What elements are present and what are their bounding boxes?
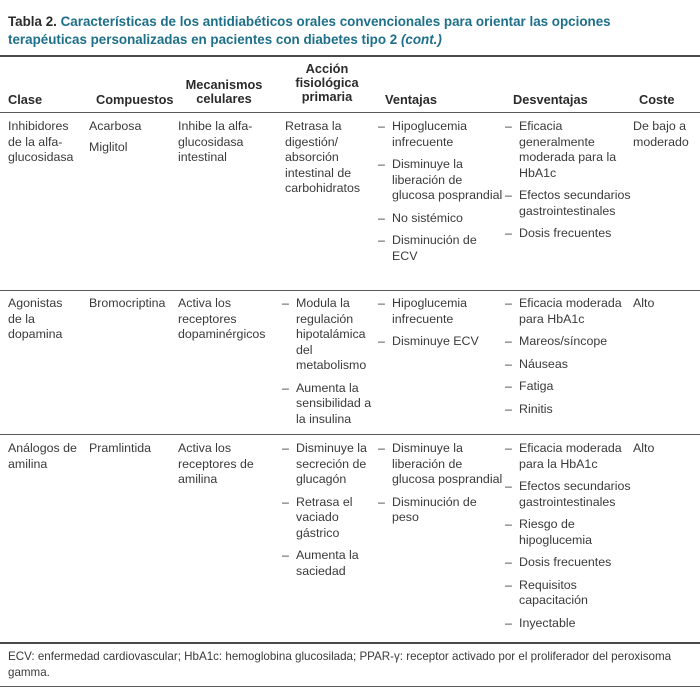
row3-ventajas bbox=[376, 441, 504, 533]
list-item: – Modula la regulación hipotalámica del metabolismo bbox=[280, 296, 378, 374]
row2-clase: Agonistas de la dopamina bbox=[8, 296, 63, 341]
list-item: – Efectos secundarios gastrointestinales bbox=[503, 188, 631, 219]
list-item: – Dosis frecuentes bbox=[503, 555, 631, 571]
row3-accion bbox=[280, 441, 378, 586]
row-divider-2 bbox=[0, 434, 700, 435]
row3-accion-list bbox=[280, 441, 378, 579]
list-item: – Disminuye ECV bbox=[376, 334, 504, 350]
row2-accion-list bbox=[280, 296, 378, 427]
header-rule bbox=[0, 112, 700, 113]
row2-desventajas bbox=[503, 296, 631, 424]
row2-ventajas bbox=[376, 296, 504, 357]
row2-mecanismos: Activa los receptores dopaminérgicos bbox=[178, 296, 266, 341]
row1-accion: Retrasa la digestión/ absorción intestinal de carbohidratos bbox=[285, 119, 361, 195]
top-rule bbox=[0, 55, 700, 57]
row2-coste: Alto bbox=[633, 296, 655, 310]
row3-desventajas-list bbox=[503, 441, 631, 631]
row3-clase: Análogos de amilina bbox=[8, 441, 77, 471]
list-item: – Disminuye la secreción de glucagón bbox=[280, 441, 378, 488]
list-item: – Disminución de ECV bbox=[376, 233, 504, 264]
row3-ventajas-list bbox=[376, 441, 504, 526]
list-item: – Dosis frecuentes bbox=[503, 226, 631, 242]
list-item: – Disminuye la liberación de glucosa posprandial bbox=[376, 441, 504, 488]
bottom-rule bbox=[0, 642, 700, 644]
list-item: – No sistémico bbox=[376, 211, 504, 227]
row1-compuesto-1: Acarbosa bbox=[89, 119, 142, 133]
table-title bbox=[8, 13, 693, 48]
list-item: – Hipoglucemia infrecuente bbox=[376, 119, 504, 150]
header-ventajas: Ventajas bbox=[385, 92, 437, 107]
list-item: – Eficacia moderada para la HbA1c bbox=[503, 441, 631, 472]
list-item: – Riesgo de hipoglucemia bbox=[503, 517, 631, 548]
row3-mecanismos: Activa los receptores de amilina bbox=[178, 441, 254, 486]
footnote: ECV: enfermedad cardiovascular; HbA1c: hemoglobina glucosilada; PPAR-γ: receptor activado por el proliferador del peroxisoma gamma. bbox=[8, 650, 672, 679]
row-divider-1 bbox=[0, 290, 700, 291]
list-item: – Aumenta la saciedad bbox=[280, 548, 378, 579]
header-clase: Clase bbox=[8, 92, 43, 107]
list-item: – Efectos secundarios gastrointestinales bbox=[503, 479, 631, 510]
row2-compuestos bbox=[89, 296, 175, 312]
list-item: – Hipoglucemia infrecuente bbox=[376, 296, 504, 327]
header-mecanismos: Mecanismos celulares bbox=[185, 77, 263, 106]
list-item: – Disminución de peso bbox=[376, 495, 504, 526]
row3-coste: Alto bbox=[633, 441, 655, 455]
list-item: – Fatiga bbox=[503, 379, 631, 395]
header-coste: Coste bbox=[639, 92, 675, 107]
row1-ventajas bbox=[376, 119, 504, 271]
row1-desventajas-list bbox=[503, 119, 631, 242]
row2-compuesto-1: Bromocriptina bbox=[89, 296, 166, 310]
row3-desventajas bbox=[503, 441, 631, 638]
list-item: – Mareos/síncope bbox=[503, 334, 631, 350]
list-item: – Retrasa el vaciado gástrico bbox=[280, 495, 378, 542]
list-item: – Requisitos capacitación bbox=[503, 578, 631, 609]
row2-desventajas-list bbox=[503, 296, 631, 417]
table-caption: Características de los antidiabéticos orales convencionales para orientar las opciones terapéuticas personalizadas en pacientes con diabetes tipo 2 bbox=[8, 14, 611, 47]
row2-ventajas-list bbox=[376, 296, 504, 350]
list-item: – Eficacia generalmente moderada para la HbA1c bbox=[503, 119, 631, 181]
row1-clase: Inhibidores de la alfa-glucosidasa bbox=[8, 119, 74, 164]
list-item: – Eficacia moderada para HbA1c bbox=[503, 296, 631, 327]
row1-compuesto-2: Miglitol bbox=[89, 139, 128, 154]
table-label: Tabla 2. bbox=[8, 14, 57, 29]
row2-accion bbox=[280, 296, 378, 434]
list-item: – Náuseas bbox=[503, 357, 631, 373]
list-item: – Aumenta la sensibilidad a la insulina bbox=[280, 381, 378, 428]
row1-desventajas bbox=[503, 119, 631, 249]
row1-compuestos bbox=[89, 119, 169, 155]
footnote-rule bbox=[0, 686, 700, 687]
list-item: – Rinitis bbox=[503, 402, 631, 418]
row3-compuesto-1: Pramlintida bbox=[89, 441, 151, 455]
list-item: – Disminuye la liberación de glucosa posprandial bbox=[376, 157, 504, 204]
row1-coste: De bajo a moderado bbox=[633, 119, 689, 149]
row1-ventajas-list bbox=[376, 119, 504, 264]
list-item: – Inyectable bbox=[503, 616, 631, 632]
row3-compuestos bbox=[89, 441, 175, 457]
row1-mecanismos: Inhibe la alfa-glucosidasa intestinal bbox=[178, 119, 253, 164]
table-cont: (cont.) bbox=[400, 31, 442, 47]
header-desventajas: Desventajas bbox=[513, 92, 588, 107]
header-accion: Acción fisiológica primaria bbox=[295, 61, 359, 104]
header-compuestos: Compuestos bbox=[96, 92, 174, 107]
